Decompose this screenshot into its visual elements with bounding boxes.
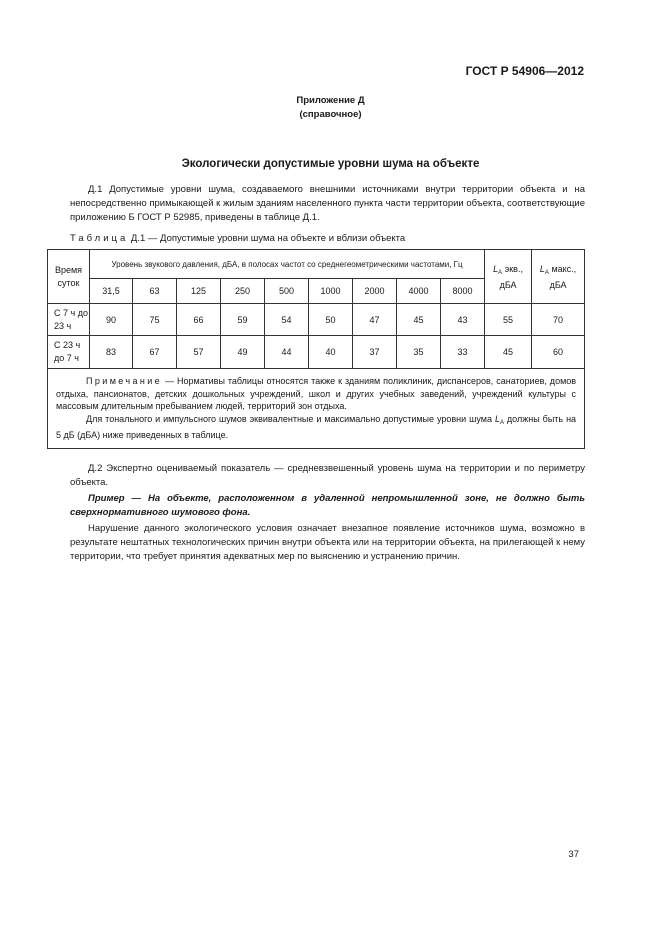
value-cell: 40 (309, 336, 353, 369)
lamax-label: макс., дБА (548, 263, 577, 290)
value-cell: 37 (353, 336, 397, 369)
row-time-day: С 7 ч до 23 ч (48, 304, 90, 336)
value-cell: 43 (441, 304, 485, 336)
table-caption-number: Д.1 (130, 233, 146, 244)
annex-title: Приложение Д (296, 95, 365, 106)
freq-header: 1000 (309, 279, 353, 304)
lamax-symbol: L (539, 263, 545, 274)
laeq-cell: 55 (485, 304, 532, 336)
freq-header: 63 (133, 279, 177, 304)
freq-header: 500 (265, 279, 309, 304)
value-cell: 83 (90, 336, 133, 369)
value-cell: 54 (265, 304, 309, 336)
value-cell: 90 (90, 304, 133, 336)
freq-header: 2000 (353, 279, 397, 304)
document-code: ГОСТ Р 54906—2012 (465, 64, 584, 78)
header-laeq (485, 250, 532, 304)
value-cell: 33 (441, 336, 485, 369)
note-text-1: — Нормативы таблицы относятся также к зданиям поликлиник, диспансеров, санаториев, домов отдыха, пансионатов, детских дошкольных учреждений, школ и других учебных заведений, учреждений культуры с массовым длительным пребыванием людей, территорий зон отдыха. (56, 376, 577, 412)
value-cell: 50 (309, 304, 353, 336)
table-row (48, 304, 585, 336)
freq-header: 31,5 (90, 279, 133, 304)
table-row (48, 336, 585, 369)
table-caption-label: Таблица (70, 233, 129, 244)
value-cell: 45 (397, 304, 441, 336)
freq-header: 125 (177, 279, 221, 304)
annex-subtitle: (справочное) (299, 109, 362, 120)
note-text-2a: Для тонального и импульсного шумов эквивалентные и максимально допустимые уровни шума (86, 413, 495, 424)
table-note (48, 369, 585, 449)
value-cell: 49 (221, 336, 265, 369)
laeq-cell: 45 (485, 336, 532, 369)
table-caption (70, 233, 405, 244)
lamax-cell: 70 (532, 304, 585, 336)
table-caption-text: — Допустимые уровни шума на объекте и вблизи объекта (145, 233, 406, 244)
note-la-subscript: А (499, 419, 504, 426)
example-text: На объекте, расположенном в удаленной непромышленной зоне, не должно быть сверхнормативного шумового фона. (70, 493, 585, 518)
paragraph-violation: Нарушение данного экологического условия означает внезапное появление источников шума, возможно в результате нештатных технологических причин внутри объекта или на территории объекта, на прилегающей к нему территории, что требует принятия адекватных мер по выяснению и устранению причин. (70, 523, 585, 562)
value-cell: 67 (133, 336, 177, 369)
freq-header: 4000 (397, 279, 441, 304)
paragraph-d2: Д.2 Экспертно оцениваемый показатель — средневзвешенный уровень шума на территории и по периметру объекта. (70, 463, 585, 488)
value-cell: 35 (397, 336, 441, 369)
paragraph-d1: Д.1 Допустимые уровни шума, создаваемого внешними источниками внутри территории объекта и на непосредственно примыкающей к жилым зданиям населенного пункта части территории объекта, соответствующие приложению Б ГОСТ Р 52985, приведены в таблице Д.1. (70, 184, 585, 223)
note-paragraph-2 (56, 413, 576, 442)
laeq-subscript: А (498, 269, 503, 276)
freq-header: 8000 (441, 279, 485, 304)
note-label: Примечание (86, 376, 163, 386)
header-sound-pressure-level: Уровень звукового давления, дБА, в полосах частот со среднегеометрическими частотами, Гц (90, 250, 485, 279)
page-number: 37 (568, 849, 579, 860)
note-paragraph-1 (56, 375, 576, 413)
note-la-symbol: L (494, 413, 500, 424)
value-cell: 75 (133, 304, 177, 336)
value-cell: 66 (177, 304, 221, 336)
laeq-label: экв., дБА (499, 263, 523, 290)
note-text-2b: должны быть на 5 дБ (дБА) ниже приведенных в таблице. (56, 413, 577, 441)
section-title: Экологически допустимые уровни шума на объекте (181, 158, 480, 170)
freq-header: 250 (221, 279, 265, 304)
noise-norms-table (47, 249, 585, 449)
example-paragraph (70, 492, 585, 520)
row-time-night: С 23 ч до 7 ч (48, 336, 90, 369)
lamax-cell: 60 (532, 336, 585, 369)
laeq-symbol: L (493, 263, 499, 274)
header-time-of-day: Время суток (48, 250, 90, 304)
value-cell: 47 (353, 304, 397, 336)
value-cell: 44 (265, 336, 309, 369)
lamax-subscript: А (544, 269, 549, 276)
value-cell: 57 (177, 336, 221, 369)
header-lamax (532, 250, 585, 304)
value-cell: 59 (221, 304, 265, 336)
example-label: Пример — (88, 493, 142, 504)
